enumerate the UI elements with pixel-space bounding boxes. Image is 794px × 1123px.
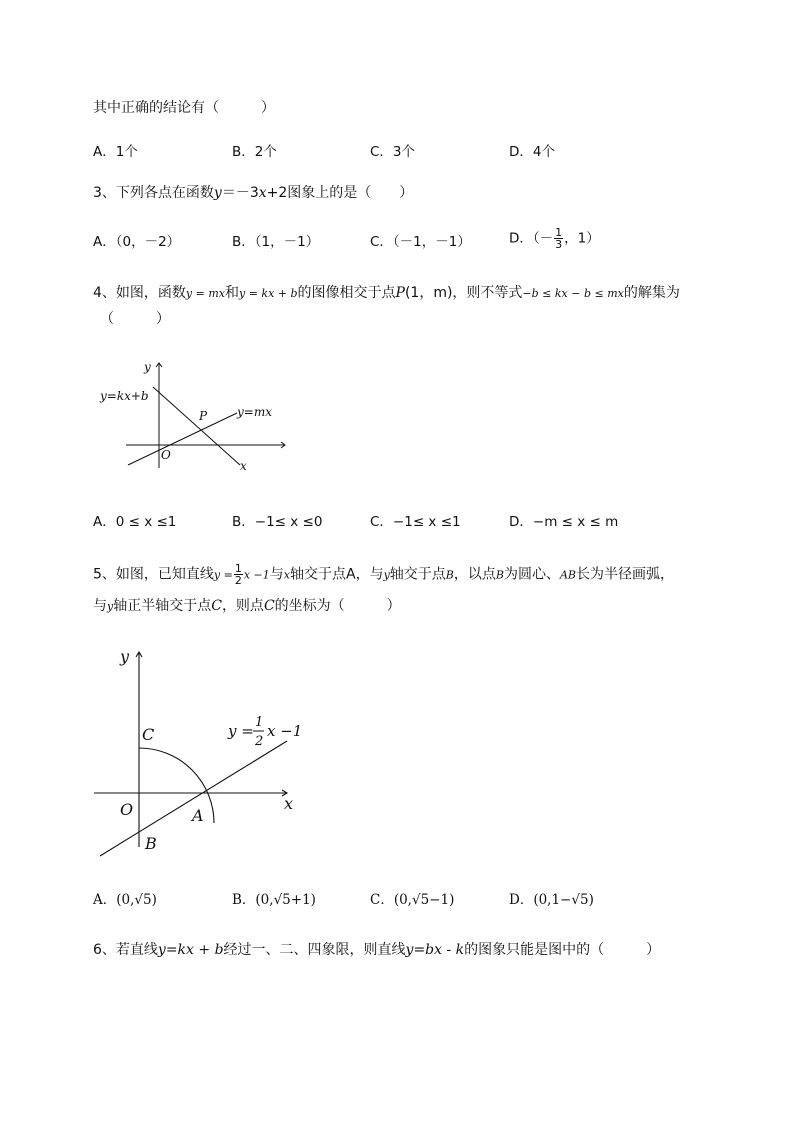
q4-option-b: B．−1≤ x ≤0 <box>232 514 323 530</box>
q3-option-c: C．（－1，－1） <box>370 234 471 250</box>
q4-fig-x-label: x <box>240 459 247 473</box>
q5-option-b: B．(0,√5+1) <box>232 892 316 908</box>
q5-mid5: 为圆心、 <box>503 566 560 583</box>
q4-point-p: P <box>395 285 405 301</box>
q6-tail: 的图象只能是图中的（ ） <box>464 942 661 958</box>
q-prev-stem: 其中正确的结论有（ ） <box>93 100 275 116</box>
q4-pointcoord: (1，m)，则不等式 <box>404 285 523 301</box>
q4-fig-line2-label: y=mx <box>237 405 272 419</box>
q5-option-c: C．(0,√5−1) <box>370 892 455 908</box>
q5-fig-b-label: B <box>145 834 157 853</box>
q5-fig-x-label: x <box>284 794 294 813</box>
q3-option-a: A．（0，－2） <box>93 234 181 250</box>
q6-f2: y=bx - k <box>405 942 465 958</box>
q5-fig-eq-den: 2 <box>255 734 264 749</box>
q6-stem <box>93 940 660 960</box>
q4-and: 和 <box>224 285 239 301</box>
q5-mid1: 与 <box>269 566 284 583</box>
q4-fig-line1-label: y=kx+b <box>100 389 149 403</box>
q5-line-y: y = <box>213 568 233 582</box>
q5-figure <box>90 640 320 865</box>
q5-mid4: ，以点 <box>453 566 496 583</box>
q3-option-d-den: 3 <box>555 238 563 251</box>
q-prev-option-b: B．2个 <box>232 144 277 160</box>
q5-line2-c-var-2: C <box>263 598 275 614</box>
q5-y-var: y <box>383 568 390 582</box>
q6-f1: y=kx + b <box>157 942 224 958</box>
q3-option-d-fraction <box>554 227 563 250</box>
q3-option-b: B．（1，－1） <box>232 234 320 250</box>
q5-fig-eq-num: 1 <box>255 715 264 730</box>
q5-prefix: 5、如图，已知直线 <box>93 566 214 583</box>
q5-mid3: 轴交于点 <box>389 566 446 583</box>
q4-fig-y-label: y <box>144 360 151 374</box>
q5-ab-var: AB <box>559 568 577 582</box>
q3-eq: ＝－3 <box>221 185 259 201</box>
q3-prefix: 3、下列各点在函数 <box>93 185 214 201</box>
q-prev-option-c: C．3个 <box>370 144 416 160</box>
q4-option-a: A．0 ≤ x ≤1 <box>93 514 177 530</box>
q4-figure <box>95 355 295 480</box>
q6-mid: 经过一、二、四象限，则直线 <box>223 942 406 958</box>
q5-stem-line1 <box>93 563 674 586</box>
q5-line-rest: x −1 <box>243 568 270 582</box>
q3-tail: +2图象上的是（ ） <box>266 185 414 201</box>
q4-f2: y = kx + b <box>238 287 298 300</box>
q5-fig-eq-right: x −1 <box>267 722 303 740</box>
q-prev-option-a: A．1个 <box>93 144 138 160</box>
q5-line2-mid2: ，则点 <box>221 598 264 614</box>
q5-line2-tail: 的坐标为（ ） <box>274 598 401 614</box>
q5-frac-num: 1 <box>234 562 242 575</box>
q4-fig-origin-label: O <box>161 448 171 462</box>
q5-line2-y-var: y <box>107 600 114 613</box>
q4-paren: （ ） <box>100 311 170 327</box>
q4-mid: 的图像相交于点 <box>297 285 396 301</box>
q4-tail: 的解集为 <box>623 285 680 301</box>
q4-fig-point-label: P <box>199 409 208 423</box>
q4-stem <box>93 283 680 304</box>
q5-fig-a-label: A <box>192 806 204 825</box>
q3-stem <box>93 183 413 203</box>
q4-option-c: C．−1≤ x ≤1 <box>370 514 461 530</box>
q5-x-var: x <box>283 568 290 582</box>
q3-option-d-pre: D．（－ <box>509 230 554 247</box>
q4-f1: y = mx <box>185 287 225 300</box>
q5-line2-mid: 轴正半轴交于点 <box>113 598 212 614</box>
q3-var-x: x <box>258 185 267 201</box>
q5-fig-y-label: y <box>120 647 130 666</box>
q6-prefix: 6、若直线 <box>93 942 158 958</box>
q5-frac-den: 2 <box>234 574 242 587</box>
q5-line2-c-var: C <box>211 598 222 614</box>
q5-mid6: 长为半径画弧， <box>576 566 675 583</box>
q3-option-d-num: 1 <box>555 226 563 239</box>
q5-fig-eq-left: y = <box>228 722 254 740</box>
q3-option-d <box>509 227 600 250</box>
q4-ineq: −b ≤ kx − b ≤ mx <box>522 287 624 300</box>
q5-line2-pre: 与 <box>93 598 107 614</box>
q5-option-a: A．(0,√5) <box>93 892 157 908</box>
q3-var-y: y <box>213 185 222 201</box>
q4-prefix: 4、如图，函数 <box>93 285 186 301</box>
q5-fig-c-label: C <box>142 725 155 744</box>
q4-option-d: D．−m ≤ x ≤ m <box>509 514 619 530</box>
q5-mid2: 轴交于点A，与 <box>290 566 384 583</box>
q5-line <box>100 741 287 856</box>
q3-option-d-post: ，1） <box>564 230 600 247</box>
q-prev-option-d: D．4个 <box>509 144 555 160</box>
q4-line-mx <box>128 413 237 465</box>
q5-b-var: B <box>445 568 454 582</box>
q5-fraction <box>234 563 243 586</box>
q5-option-d: D．(0,1−√5) <box>509 892 594 908</box>
q5-b-var-2: B <box>495 568 504 582</box>
q5-fig-origin-label: O <box>120 800 134 819</box>
q5-stem-line2 <box>93 596 401 617</box>
